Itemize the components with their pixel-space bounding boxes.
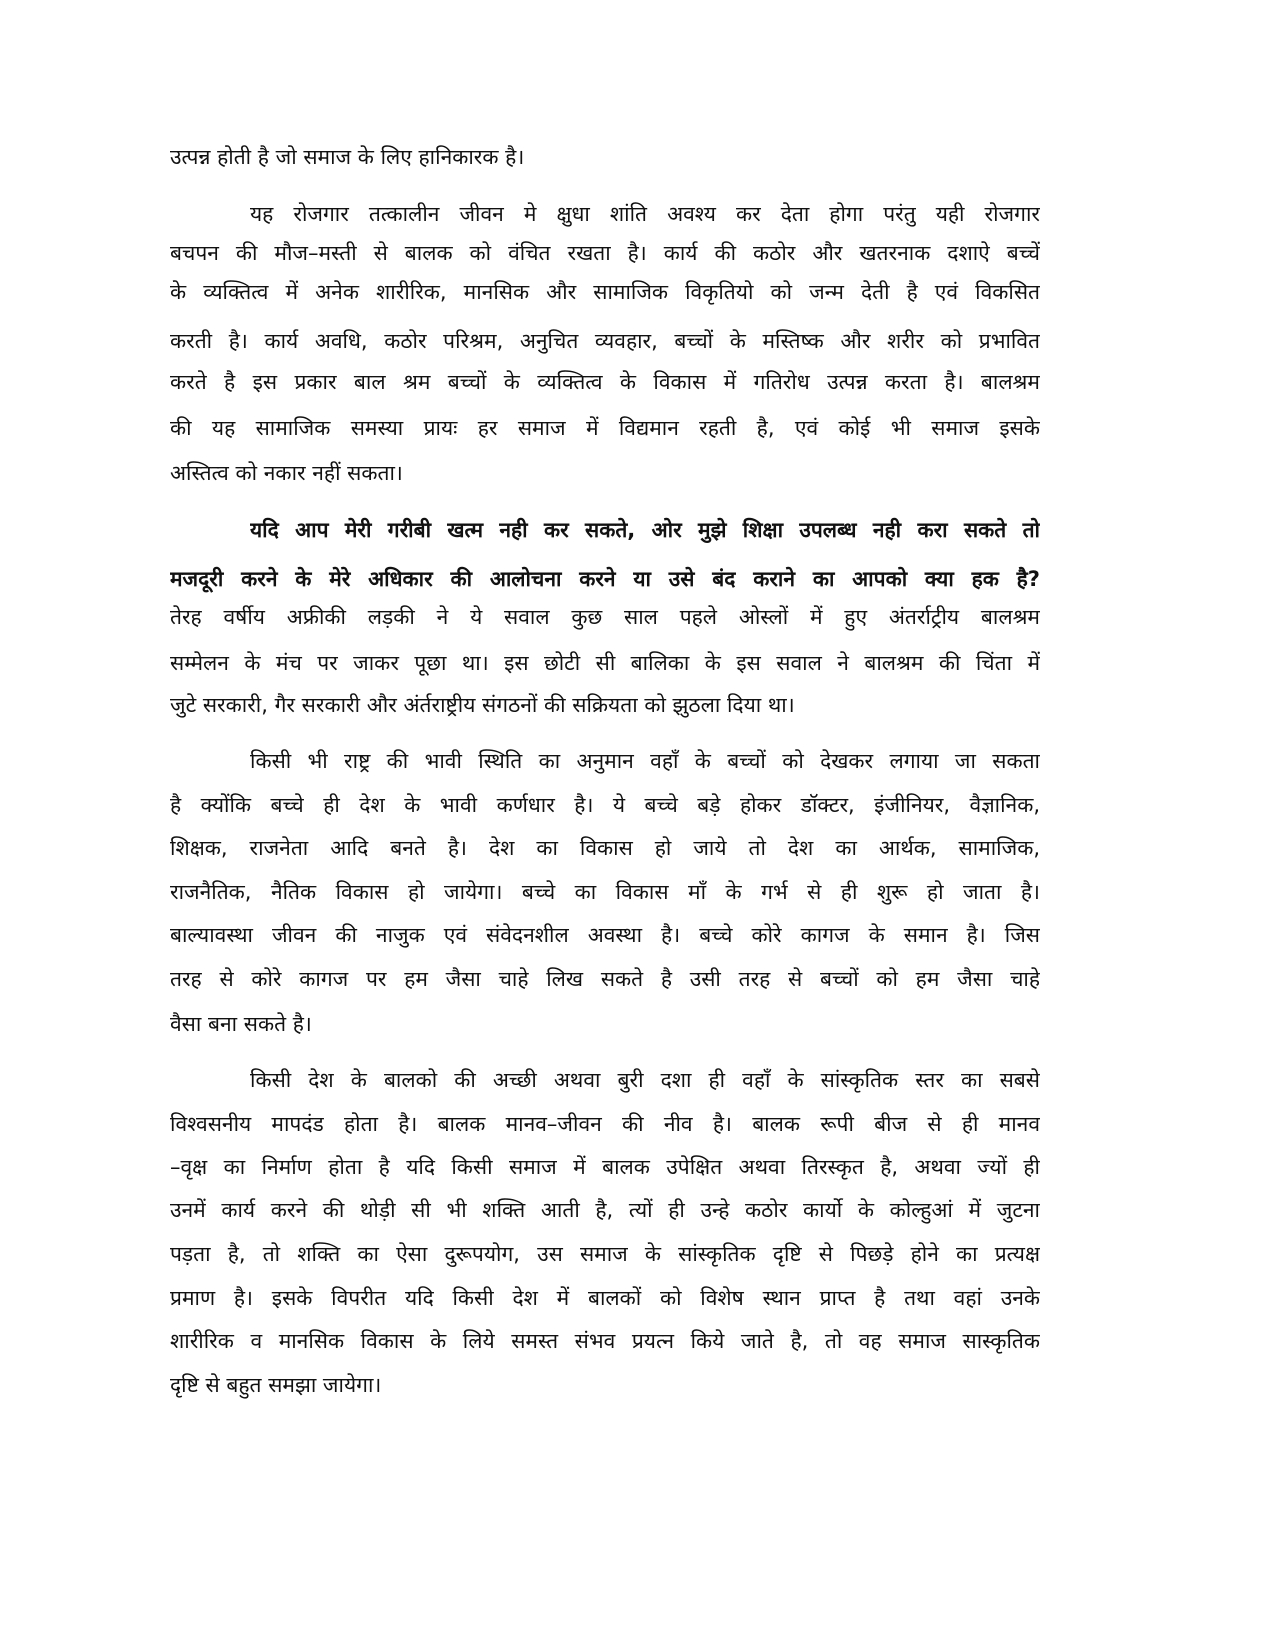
text-line: जुटे सरकारी, गैर सरकारी और अंर्तराष्ट्रीय संगठनों की सक्रियता को झुठला दिया था। <box>170 693 795 717</box>
text-line: करते है इस प्रकार बाल श्रम बच्चों के व्यक्तित्व के विकास में गतिरोध उत्पन्न करता है। बालश्रम <box>170 370 1040 394</box>
text-line: शारीरिक व मानसिक विकास के लिये समस्त संभव प्रयत्न किये जाते है, तो वह समाज सास्कृतिक <box>170 1329 1040 1353</box>
text-line: –वृक्ष का निर्माण होता है यदि किसी समाज में बालक उपेक्षित अथवा तिरस्कृत है, अथवा ज्यों ही <box>170 1155 1040 1179</box>
text-line: करती है। कार्य अवधि, कठोर परिश्रम, अनुचित व्यवहार, बच्चों के मस्तिष्क और शरीर को प्रभावित <box>170 329 1040 353</box>
text-line: शिक्षक, राजनेता आदि बनते है। देश का विकास हो जाये तो देश का आर्थक, सामाजिक, <box>170 836 1040 860</box>
text-line: सम्मेलन के मंच पर जाकर पूछा था। इस छोटी सी बालिका के इस सवाल ने बालश्रम की चिंता में <box>170 651 1040 675</box>
text-line: दृष्टि से बहुत समझा जायेगा। <box>170 1373 382 1397</box>
text-line: किसी भी राष्ट्र की भावी स्थिति का अनुमान वहाँ के बच्चों को देखकर लगाया जा सकता <box>250 749 1040 773</box>
text-line: उनमें कार्य करने की थोड़ी सी भी शक्ति आती है, त्यों ही उन्हे कठोर कार्यो के कोल्हुआं में जुटना <box>170 1198 1040 1222</box>
text-line: तरह से कोरे कागज पर हम जैसा चाहे लिख सकते है उसी तरह से बच्चों को हम जैसा चाहे <box>170 967 1040 991</box>
text-line: प्रमाण है। इसके विपरीत यदि किसी देश में बालकों को विशेष स्थान प्राप्त है तथा वहां उनके <box>170 1286 1040 1310</box>
quote-line: मजदूरी करने के मेरे अधिकार की आलोचना करने या उसे बंद कराने का आपको क्या हक है? <box>170 567 1040 591</box>
text-line: विश्वसनीय मापदंड होता है। बालक मानव–जीवन की नीव है। बालक रूपी बीज से ही मानव <box>170 1112 1040 1136</box>
text-line: बचपन की मौज–मस्ती से बालक को वंचित रखता है। कार्य की कठोर और खतरनाक दशाऐ बच्चें <box>170 241 1040 265</box>
quote-line: यदि आप मेरी गरीबी खत्म नही कर सकते, ओर मुझे शिक्षा उपलब्ध नही करा सकते तो <box>250 518 1040 542</box>
text-line: राजनैतिक, नैतिक विकास हो जायेगा। बच्चे का विकास माँ के गर्भ से ही शुरू हो जाता है। <box>170 880 1040 904</box>
text-line: के व्यक्तित्व में अनेक शारीरिक, मानसिक और सामाजिक विकृतियो को जन्म देती है एवं विकसित <box>170 280 1040 304</box>
text-line: किसी देश के बालको की अच्छी अथवा बुरी दशा ही वहाँ के सांस्कृतिक स्तर का सबसे <box>250 1068 1040 1092</box>
text-line: वैसा बना सकते है। <box>170 1012 312 1036</box>
text-line: की यह सामाजिक समस्या प्रायः हर समाज में विद्यमान रहती है, एवं कोई भी समाज इसके <box>170 416 1040 440</box>
text-line: है क्योंकि बच्चे ही देश के भावी कर्णधार है। ये बच्चे बड़े होकर डॉक्टर, इंजीनियर, वैज्ञानिक, <box>170 793 1040 817</box>
text-line: पड़ता है, तो शक्ति का ऐसा दुरूपयोग, उस समाज के सांस्कृतिक दृष्टि से पिछड़े होने का प्रत्यक्ष <box>170 1242 1040 1266</box>
text-line: यह रोजगार तत्कालीन जीवन मे क्षुधा शांति अवश्य कर देता होगा परंतु यही रोजगार <box>250 202 1040 226</box>
text-line: तेरह वर्षीय अफ्रीकी लड़की ने ये सवाल कुछ साल पहले ओस्लों में हुए अंतर्राट्रीय बालश्रम <box>170 605 1040 629</box>
text-line: बाल्यावस्था जीवन की नाजुक एवं संवेदनशील अवस्था है। बच्चे कोरे कागज के समान है। जिस <box>170 923 1040 947</box>
document-page <box>170 0 1040 1650</box>
text-line: अस्तित्व को नकार नहीं सकता। <box>170 461 403 485</box>
text-line: उत्पन्न होती है जो समाज के लिए हानिकारक है। <box>170 145 525 169</box>
